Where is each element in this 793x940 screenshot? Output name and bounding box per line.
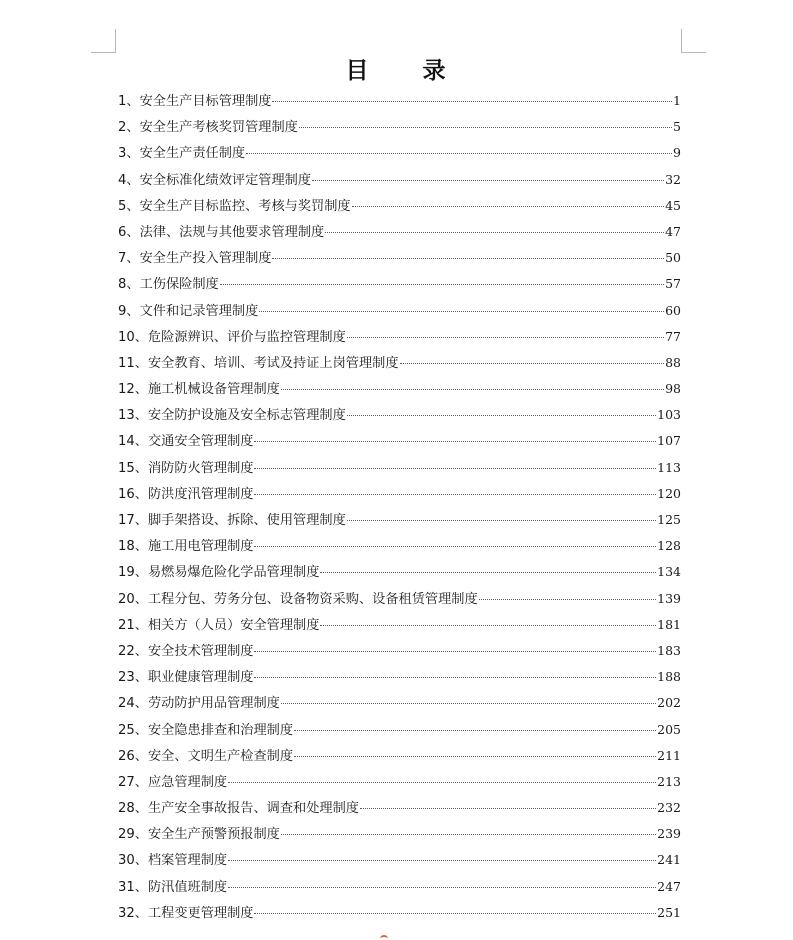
toc-entry-page-number: 107: [657, 433, 681, 449]
toc-entry-label: 2、安全生产考核奖罚管理制度: [118, 120, 298, 136]
toc-entry-page-number: 205: [657, 721, 681, 737]
toc-dot-leader: [254, 913, 656, 914]
toc-entry-page-number: 183: [657, 642, 681, 658]
toc-entry[interactable]: [118, 245, 681, 271]
toc-entry-label: 31、防汛值班制度: [118, 879, 228, 895]
toc-entry-page-number: 239: [657, 826, 681, 842]
toc-dot-leader: [272, 101, 672, 102]
toc-entry-label: 13、安全防护设施及安全标志管理制度: [118, 408, 346, 424]
toc-entry-page-number: 32: [665, 171, 681, 187]
toc-entry[interactable]: [118, 219, 681, 245]
toc-entry-page-number: 1: [673, 93, 681, 108]
toc-dot-leader: [281, 389, 664, 390]
toc-dot-leader: [281, 703, 656, 704]
title-char-2: 录: [422, 57, 448, 84]
toc-entry-label: 7、安全生产投入管理制度: [118, 251, 272, 267]
toc-entry-page-number: 45: [665, 197, 681, 213]
toc-entry-page-number: 128: [657, 538, 681, 554]
toc-dot-leader: [246, 153, 672, 154]
toc-entry-label: 11、安全教育、培训、考试及持证上岗管理制度: [118, 355, 399, 371]
toc-entry-label: 10、危险源辨识、评价与监控管理制度: [118, 329, 346, 345]
toc-entry[interactable]: [118, 795, 681, 821]
toc-entry-label: 1、安全生产目标管理制度: [118, 94, 272, 109]
toc-entry[interactable]: [118, 664, 681, 690]
toc-entry[interactable]: [118, 900, 681, 926]
toc-entry[interactable]: [118, 298, 681, 324]
toc-entry[interactable]: [118, 402, 681, 428]
toc-entry[interactable]: [118, 140, 681, 166]
toc-entry[interactable]: [118, 376, 681, 402]
toc-entry-page-number: 125: [657, 512, 681, 527]
toc-dot-leader: [228, 782, 656, 783]
toc-entry-label: 17、脚手架搭设、拆除、使用管理制度: [118, 513, 346, 528]
toc-entry-label: 5、安全生产目标监控、考核与奖罚制度: [118, 198, 351, 214]
toc-entry[interactable]: [118, 350, 681, 376]
toc-entry-label: 28、生产安全事故报告、调查和处理制度: [118, 801, 359, 817]
toc-entry-label: 25、安全隐患排查和治理制度: [118, 722, 294, 738]
toc-entry-label: 32、工程变更管理制度: [118, 905, 254, 921]
toc-entry-label: 15、消防防火管理制度: [118, 460, 254, 476]
toc-entry[interactable]: [118, 717, 681, 743]
toc-dot-leader: [254, 468, 656, 469]
toc-dot-leader: [254, 441, 656, 442]
toc-entry-page-number: 98: [665, 381, 681, 397]
toc-entry-label: 30、档案管理制度: [118, 853, 228, 869]
cursor-mark-icon: [380, 935, 388, 940]
toc-dot-leader: [320, 572, 656, 573]
toc-entry-page-number: 77: [665, 328, 681, 344]
toc-entry[interactable]: [118, 743, 681, 769]
toc-entry[interactable]: [118, 612, 681, 638]
toc-entry-page-number: 211: [657, 747, 681, 763]
toc-dot-leader: [320, 625, 656, 626]
toc-dot-leader: [325, 232, 664, 233]
toc-entry-page-number: 5: [673, 119, 681, 135]
toc-entry-label: 21、相关方（人员）安全管理制度: [118, 617, 320, 633]
toc-entry-label: 26、安全、文明生产检查制度: [118, 748, 294, 764]
toc-entry-page-number: 241: [657, 852, 681, 868]
title-char-1: 目: [345, 57, 371, 84]
toc-entry[interactable]: [118, 874, 681, 900]
toc-entry[interactable]: [118, 455, 681, 481]
toc-dot-leader: [347, 337, 664, 338]
toc-dot-leader: [228, 887, 656, 888]
page-title: [0, 52, 793, 85]
toc-entry[interactable]: [118, 769, 681, 795]
toc-entry[interactable]: [118, 847, 681, 873]
toc-entry[interactable]: [118, 559, 681, 585]
toc-entry-label: 22、安全技术管理制度: [118, 643, 254, 659]
toc-entry-label: 23、职业健康管理制度: [118, 670, 254, 686]
toc-dot-leader: [254, 494, 656, 495]
toc-entry[interactable]: [118, 324, 681, 350]
toc-dot-leader: [299, 127, 672, 128]
toc-entry-page-number: 181: [657, 616, 681, 632]
toc-dot-leader: [479, 599, 656, 600]
toc-dot-leader: [360, 808, 656, 809]
toc-entry-label: 9、文件和记录管理制度: [118, 303, 259, 319]
toc-entry-label: 3、安全生产责任制度: [118, 146, 246, 162]
toc-entry[interactable]: [118, 586, 681, 612]
toc-dot-leader: [294, 730, 656, 731]
toc-entry-page-number: 213: [657, 773, 681, 789]
toc-entry-page-number: 139: [657, 590, 681, 606]
toc-entry[interactable]: [118, 507, 681, 533]
crop-mark-top-left-vertical: [115, 29, 116, 53]
toc-dot-leader: [228, 860, 656, 861]
toc-entry-label: 24、劳动防护用品管理制度: [118, 696, 280, 712]
toc-entry-label: 20、工程分包、劳务分包、设备物资采购、设备租赁管理制度: [118, 591, 478, 607]
toc-dot-leader: [400, 363, 665, 364]
toc-entry[interactable]: [118, 271, 681, 297]
toc-entry-page-number: 88: [665, 354, 681, 370]
toc-entry-page-number: 9: [673, 145, 681, 161]
toc-entry-page-number: 57: [665, 276, 681, 292]
toc-entry[interactable]: [118, 428, 681, 454]
toc-entry-page-number: 188: [657, 669, 681, 685]
toc-entry[interactable]: [118, 481, 681, 507]
toc-entry-page-number: 202: [657, 695, 681, 711]
toc-entry-page-number: 60: [665, 302, 681, 318]
toc-entry-label: 19、易燃易爆危险化学品管理制度: [118, 565, 320, 581]
crop-mark-top-right-vertical: [681, 29, 682, 53]
toc-entry-page-number: 251: [657, 904, 681, 920]
toc-dot-leader: [347, 520, 656, 521]
toc-entry-page-number: 134: [657, 564, 681, 580]
toc-entry[interactable]: [118, 821, 681, 847]
toc-entry-page-number: 103: [657, 407, 681, 423]
toc-dot-leader: [272, 258, 664, 259]
toc-entry-page-number: 47: [665, 223, 681, 239]
toc-entry-page-number: 232: [657, 800, 681, 816]
toc-entry[interactable]: [118, 638, 681, 664]
toc-dot-leader: [259, 311, 664, 312]
toc-dot-leader: [281, 834, 656, 835]
toc-entry-label: 12、施工机械设备管理制度: [118, 382, 280, 398]
toc-entry-label: 6、法律、法规与其他要求管理制度: [118, 224, 325, 240]
toc-entry-page-number: 247: [657, 878, 681, 894]
toc-entry[interactable]: [118, 690, 681, 716]
toc-entry-label: 29、安全生产预警预报制度: [118, 827, 280, 843]
toc-entry-label: 4、安全标准化绩效评定管理制度: [118, 172, 312, 188]
toc-entry-page-number: 50: [665, 250, 681, 266]
toc-entry-page-number: 113: [657, 459, 681, 475]
toc-dot-leader: [220, 284, 664, 285]
toc-dot-leader: [254, 546, 656, 547]
toc-entry-label: 14、交通安全管理制度: [118, 434, 254, 450]
toc-dot-leader: [347, 415, 656, 416]
toc-entry-label: 8、工伤保险制度: [118, 277, 219, 293]
toc-dot-leader: [254, 677, 656, 678]
toc-entry[interactable]: [118, 193, 681, 219]
table-of-contents: [118, 88, 681, 926]
toc-dot-leader: [312, 180, 664, 181]
toc-entry[interactable]: [118, 167, 681, 193]
toc-dot-leader: [352, 206, 665, 207]
toc-entry-page-number: 120: [657, 485, 681, 501]
toc-entry[interactable]: [118, 533, 681, 559]
toc-entry[interactable]: [118, 88, 681, 114]
toc-entry-label: 18、施工用电管理制度: [118, 539, 254, 555]
toc-dot-leader: [254, 651, 656, 652]
toc-entry-label: 16、防洪度汛管理制度: [118, 486, 254, 502]
toc-dot-leader: [294, 756, 656, 757]
toc-entry-label: 27、应急管理制度: [118, 774, 228, 790]
toc-entry[interactable]: [118, 114, 681, 140]
